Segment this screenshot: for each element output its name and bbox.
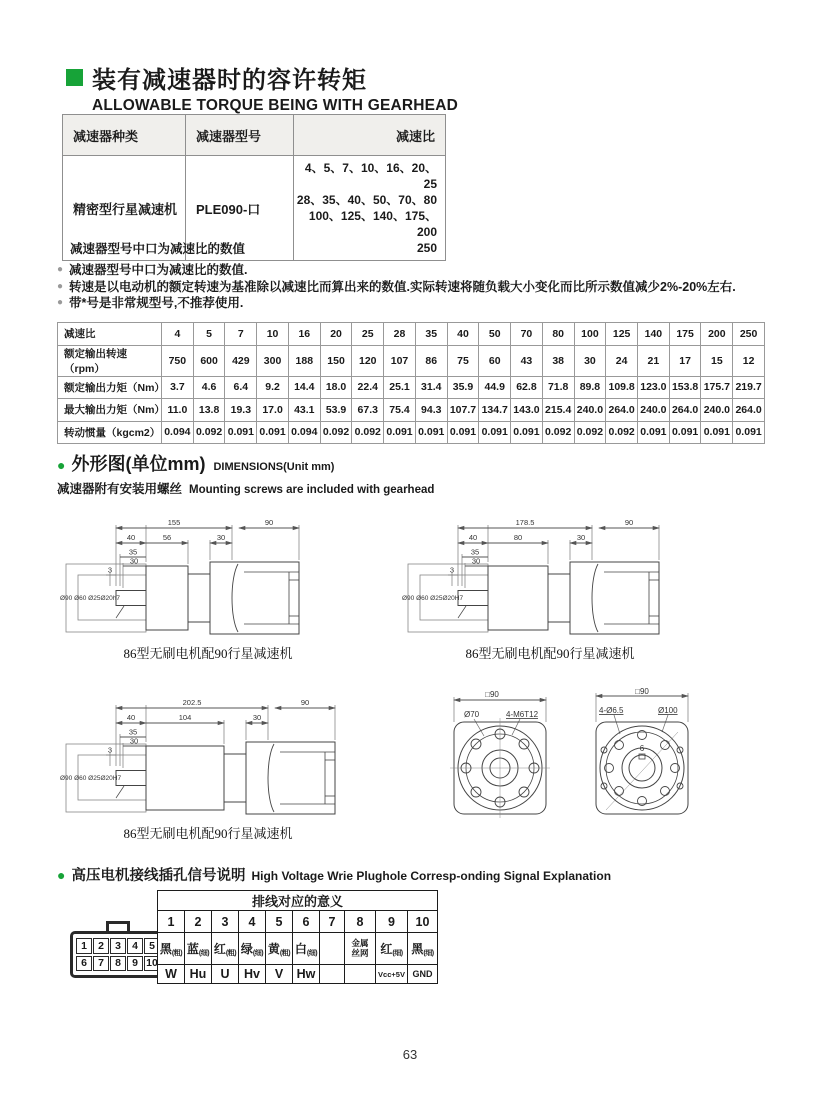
side-view-svg-a (58, 516, 358, 638)
spec-row-label: 减速比 (58, 323, 162, 346)
dim-mid: 104 (178, 713, 192, 722)
ratio-line: 4、5、7、10、16、20、25 (304, 161, 437, 191)
spec-value-cell: 0.094 (162, 421, 194, 444)
note-bullet-icon: ● (57, 280, 64, 292)
signal-name-cell (345, 965, 376, 984)
spec-value-cell: 14.4 (288, 376, 320, 399)
spec-value-cell: 75.4 (384, 399, 416, 422)
spec-value-cell: 150 (320, 345, 352, 376)
spec-value-cell: 600 (193, 345, 225, 376)
spec-table-row (58, 421, 765, 444)
spec-value-cell: 94.3 (415, 399, 447, 422)
dim-neck: 30 (216, 533, 226, 542)
bolts-label: 4-M6T12 (506, 710, 539, 719)
holes-label: 4-Ø6.5 (599, 706, 624, 715)
spec-value-cell: 100 (574, 323, 606, 346)
gearhead-header-ratio: 减速比 (294, 115, 446, 156)
wire-color-cell: 绿(细) (239, 933, 266, 965)
spec-value-cell: 109.8 (606, 376, 638, 399)
drawing-caption: 86型无刷电机配90行星减速机 (465, 646, 635, 661)
spec-table-row (58, 399, 765, 422)
title-block (66, 60, 458, 115)
spec-value-cell: 215.4 (542, 399, 574, 422)
shaft-diameters-label: Ø90 Ø60 Ø25Ø20h7 (60, 595, 120, 602)
spec-value-cell: 53.9 (320, 399, 352, 422)
spec-value-cell: 240.0 (574, 399, 606, 422)
pin-number-cell: 6 (293, 911, 320, 933)
notes-list (57, 262, 736, 312)
spec-table-row (58, 376, 765, 399)
connector-pin: 9 (127, 956, 143, 972)
dim-key: 3 (107, 745, 113, 755)
page-title-en: ALLOWABLE TORQUE BEING WITH GEARHEAD (92, 97, 458, 114)
spec-value-cell: 120 (352, 345, 384, 376)
spec-value-cell: 0.091 (415, 421, 447, 444)
spec-value-cell: 16 (288, 323, 320, 346)
dim-key: 3 (107, 565, 113, 575)
wire-color-row (158, 933, 438, 965)
spec-value-cell: 62.8 (511, 376, 543, 399)
spec-value-cell: 75 (447, 345, 479, 376)
bolt-circle-label: Ø70 (464, 710, 480, 719)
wire-color-cell: 红(细) (376, 933, 408, 965)
side-view-drawing-c (58, 696, 358, 842)
side-view-svg-b (400, 516, 700, 638)
spec-value-cell: 35 (415, 323, 447, 346)
dim-total: 155 (167, 518, 181, 527)
green-bullet-icon: ● (57, 867, 66, 883)
dim-flange: 35 (128, 727, 138, 737)
spec-value-cell: 0.091 (479, 421, 511, 444)
pin-number-row (158, 911, 438, 933)
connector-pin-row (76, 956, 160, 972)
spec-value-cell: 70 (511, 323, 543, 346)
spec-row-label: 额定输出转速（rpm） (58, 345, 162, 376)
spec-value-cell: 12 (733, 345, 765, 376)
dim-rear: 90 (624, 518, 634, 527)
square-dim-label: □90 (485, 690, 499, 699)
pin-number-cell: 9 (376, 911, 408, 933)
signal-name-cell: V (266, 965, 293, 984)
spec-value-cell: 13.8 (193, 399, 225, 422)
spec-value-cell: 0.091 (733, 421, 765, 444)
key-width-label: 6 (639, 744, 645, 753)
page-number: 63 (402, 1047, 418, 1062)
signal-heading-zh: 高压电机接线插孔信号说明 (71, 868, 246, 884)
drawing-caption: 86型无刷电机配90行星减速机 (123, 826, 293, 841)
spec-value-cell: 4.6 (193, 376, 225, 399)
note-item (57, 279, 736, 296)
drawing-caption: 86型无刷电机配90行星减速机 (123, 646, 293, 661)
spec-value-cell: 17 (669, 345, 701, 376)
spec-value-cell: 25 (352, 323, 384, 346)
ratio-line: 250 (416, 241, 437, 255)
dimensions-title-zh: 外形图(单位mm) (71, 454, 206, 474)
page-title-zh: 装有减速器时的容许转矩 (92, 67, 367, 94)
spec-value-cell: 143.0 (511, 399, 543, 422)
spec-value-cell: 35.9 (447, 376, 479, 399)
spec-value-cell: 0.091 (638, 421, 670, 444)
dim-mid: 80 (513, 533, 523, 542)
wire-color-cell: 黑(细) (408, 933, 438, 965)
spec-value-cell: 175.7 (701, 376, 733, 399)
pin-number-cell: 5 (266, 911, 293, 933)
note-bullet-icon: ● (57, 297, 64, 308)
spec-value-cell: 429 (225, 345, 257, 376)
spec-value-cell: 4 (162, 323, 194, 346)
signal-name-row (158, 965, 438, 984)
spec-value-cell: 140 (638, 323, 670, 346)
signal-name-cell (320, 965, 345, 984)
spec-value-cell: 50 (479, 323, 511, 346)
spec-row-label: 转动惯量（kgcm2） (58, 421, 162, 444)
pin-number-cell: 2 (185, 911, 212, 933)
spec-value-cell: 175 (669, 323, 701, 346)
spec-value-cell: 10 (257, 323, 289, 346)
pin-number-cell: 8 (345, 911, 376, 933)
spec-value-cell: 28 (384, 323, 416, 346)
spec-value-cell: 0.092 (606, 421, 638, 444)
front-view-drawings (436, 688, 721, 826)
shaft-diameters-label: Ø90 Ø60 Ø25Ø20H7 (60, 775, 122, 782)
note-text: 减速器型号中口为减速比的数值. (69, 263, 248, 277)
wire-color-cell: 黄(粗) (266, 933, 293, 965)
dimensions-subtitle-zh: 减速器附有安装用螺丝 (57, 482, 183, 496)
signal-name-cell: Hv (239, 965, 266, 984)
signal-name-cell: W (158, 965, 185, 984)
connector-pin: 6 (76, 956, 92, 972)
dim-flange: 35 (470, 547, 480, 557)
wire-color-cell: 蓝(细) (185, 933, 212, 965)
spec-value-cell: 0.091 (511, 421, 543, 444)
pin-number-cell: 10 (408, 911, 438, 933)
connector-pin: 3 (110, 938, 126, 954)
signal-name-cell: Hw (293, 965, 320, 984)
spec-value-cell: 219.7 (733, 376, 765, 399)
dimensions-title-en: DIMENSIONS(Unit mm) (213, 461, 335, 473)
spec-value-cell: 0.092 (193, 421, 225, 444)
ratio-line: 100、125、140、175、200 (308, 209, 437, 239)
spec-value-cell: 300 (257, 345, 289, 376)
signal-name-cell: Vcc+5V (376, 965, 408, 984)
dim-total: 202.5 (182, 698, 202, 707)
wire-color-cell (320, 933, 345, 965)
spec-value-cell: 7 (225, 323, 257, 346)
wire-color-cell: 白(细) (293, 933, 320, 965)
connector-pin-row (76, 938, 160, 954)
dim-front: 40 (126, 533, 136, 542)
spec-value-cell: 15 (701, 345, 733, 376)
gearhead-ratio-cell (294, 156, 446, 261)
spec-value-cell: 0.091 (225, 421, 257, 444)
signal-heading-en: High Voltage Wrie Plughole Corresp-onding Signal Explanation (251, 869, 612, 883)
outer-circle-label: Ø100 (658, 706, 678, 715)
spec-value-cell: 264.0 (606, 399, 638, 422)
spec-value-cell: 17.0 (257, 399, 289, 422)
gearhead-type-cell: 精密型行星减速机 (63, 156, 186, 261)
dim-flange: 35 (128, 547, 138, 557)
signal-heading (57, 864, 611, 885)
spec-row-label: 额定输出力矩（Nm） (58, 376, 162, 399)
spec-value-cell: 240.0 (638, 399, 670, 422)
spec-value-cell: 60 (479, 345, 511, 376)
spec-value-cell: 71.8 (542, 376, 574, 399)
spec-value-cell: 0.092 (352, 421, 384, 444)
wire-color-cell: 黑(粗) (158, 933, 185, 965)
connector-drawing (70, 918, 166, 978)
dim-neck: 30 (252, 713, 262, 722)
spec-value-cell: 250 (733, 323, 765, 346)
dimensions-subtitle-en: Mounting screws are included with gearhead (189, 484, 435, 496)
spec-value-cell: 43 (511, 345, 543, 376)
wire-color-cell: 金属丝网 (345, 933, 376, 965)
connector-pin: 2 (93, 938, 109, 954)
spec-table (57, 322, 765, 444)
spec-value-cell: 3.7 (162, 376, 194, 399)
spec-value-cell: 264.0 (733, 399, 765, 422)
spec-value-cell: 125 (606, 323, 638, 346)
gearhead-header-model: 减速器型号 (186, 115, 294, 156)
front-view-svg (436, 688, 721, 826)
gearhead-model-cell: PLE090-口 (186, 156, 294, 261)
spec-value-cell: 19.3 (225, 399, 257, 422)
side-view-drawing-a (58, 516, 358, 662)
spec-value-cell: 40 (447, 323, 479, 346)
spec-table-row (58, 323, 765, 346)
green-bullet-icon: ● (57, 457, 66, 473)
signal-table-title: 排线对应的意义 (158, 891, 438, 911)
green-square-bullet-icon (66, 69, 83, 86)
note-text: 带*号是非常规型号,不推荐使用. (69, 296, 244, 310)
spec-value-cell: 0.092 (320, 421, 352, 444)
spec-value-cell: 21 (638, 345, 670, 376)
spec-value-cell: 153.8 (669, 376, 701, 399)
note-item (57, 262, 736, 279)
spec-value-cell: 18.0 (320, 376, 352, 399)
connector-body (70, 931, 166, 978)
spec-value-cell: 22.4 (352, 376, 384, 399)
spec-value-cell: 0.091 (257, 421, 289, 444)
note-item (57, 295, 736, 312)
connector-pin: 7 (93, 956, 109, 972)
gearhead-table-footnote: 减速器型号中口为减速比的数值 (70, 242, 246, 256)
side-view-drawing-b (400, 516, 700, 662)
spec-value-cell: 240.0 (701, 399, 733, 422)
spec-value-cell: 31.4 (415, 376, 447, 399)
connector-pin: 5 (144, 938, 160, 954)
spec-value-cell: 0.092 (574, 421, 606, 444)
spec-value-cell: 0.092 (542, 421, 574, 444)
pin-number-cell: 3 (212, 911, 239, 933)
spec-value-cell: 0.091 (447, 421, 479, 444)
dim-front: 40 (126, 713, 136, 722)
spec-value-cell: 6.4 (225, 376, 257, 399)
dim-rear: 90 (264, 518, 274, 527)
pin-number-cell: 1 (158, 911, 185, 933)
pin-number-cell: 4 (239, 911, 266, 933)
dim-pilot: 30 (471, 556, 481, 566)
spec-value-cell: 107.7 (447, 399, 479, 422)
shaft-diameters-label: Ø90 Ø60 Ø25Ø20H7 (402, 595, 464, 602)
spec-value-cell: 264.0 (669, 399, 701, 422)
dim-rear: 90 (300, 698, 310, 707)
spec-value-cell: 11.0 (162, 399, 194, 422)
spec-value-cell: 89.8 (574, 376, 606, 399)
spec-value-cell: 200 (701, 323, 733, 346)
spec-value-cell: 9.2 (257, 376, 289, 399)
spec-value-cell: 107 (384, 345, 416, 376)
dim-key: 3 (449, 565, 455, 575)
wire-color-cell: 红(粗) (212, 933, 239, 965)
spec-table-row (58, 345, 765, 376)
dim-mid: 56 (162, 533, 172, 542)
signal-table (157, 890, 438, 984)
dim-neck: 30 (576, 533, 586, 542)
spec-value-cell: 5 (193, 323, 225, 346)
dim-pilot: 30 (129, 736, 139, 746)
spec-value-cell: 25.1 (384, 376, 416, 399)
square-dim-label: □90 (635, 688, 649, 696)
spec-value-cell: 750 (162, 345, 194, 376)
spec-value-cell: 0.094 (288, 421, 320, 444)
spec-value-cell: 134.7 (479, 399, 511, 422)
note-bullet-icon: ● (57, 264, 64, 275)
spec-value-cell: 30 (574, 345, 606, 376)
spec-value-cell: 38 (542, 345, 574, 376)
connector-pin: 8 (110, 956, 126, 972)
dim-total: 178.5 (515, 518, 535, 527)
spec-value-cell: 86 (415, 345, 447, 376)
bolt-holes-right (601, 731, 683, 806)
spec-value-cell: 20 (320, 323, 352, 346)
dimensions-heading (57, 450, 434, 497)
connector-pin: 1 (76, 938, 92, 954)
note-text: 转速是以电动机的额定转速为基准除以减速比而算出来的数值.实际转速将随负载大小变化而比所示数值减少2%-20%左右. (69, 279, 736, 294)
spec-value-cell: 123.0 (638, 376, 670, 399)
signal-name-cell: Hu (185, 965, 212, 984)
spec-value-cell: 80 (542, 323, 574, 346)
dim-pilot: 30 (129, 556, 139, 566)
signal-name-cell: GND (408, 965, 438, 984)
spec-value-cell: 24 (606, 345, 638, 376)
spec-value-cell: 43.1 (288, 399, 320, 422)
spec-value-cell: 67.3 (352, 399, 384, 422)
spec-row-label: 最大输出力矩（Nm） (58, 399, 162, 422)
gearhead-header-row (63, 115, 446, 156)
ratio-line: 28、35、40、50、70、80 (296, 193, 437, 207)
spec-value-cell: 0.091 (384, 421, 416, 444)
spec-value-cell: 0.091 (701, 421, 733, 444)
dim-front: 40 (468, 533, 478, 542)
spec-value-cell: 0.091 (669, 421, 701, 444)
side-view-svg-c (58, 696, 358, 818)
gearhead-header-type: 减速器种类 (63, 115, 186, 156)
spec-value-cell: 44.9 (479, 376, 511, 399)
spec-value-cell: 188 (288, 345, 320, 376)
connector-pin: 4 (127, 938, 143, 954)
connector-pin: 10 (146, 957, 158, 970)
signal-name-cell: U (212, 965, 239, 984)
pin-number-cell: 7 (320, 911, 345, 933)
